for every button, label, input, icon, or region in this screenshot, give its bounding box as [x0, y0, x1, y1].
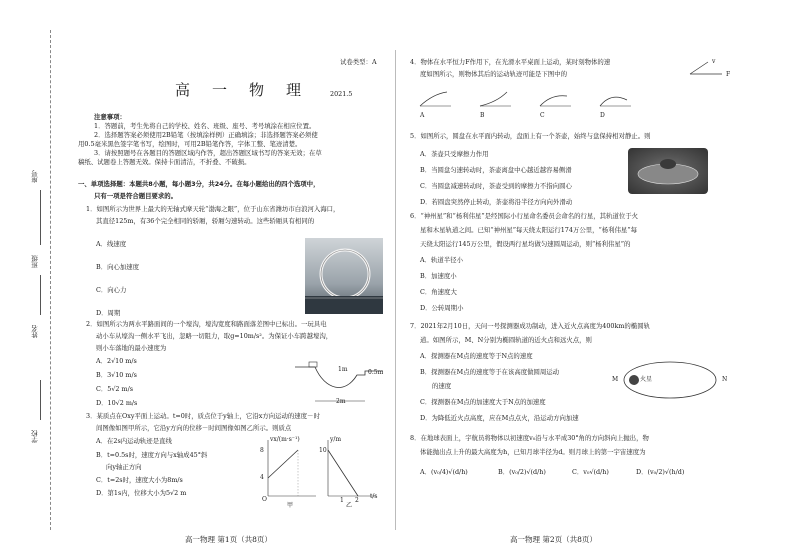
q5-option-a: A．茶壶只受摩擦力作用: [420, 150, 489, 158]
q2-option-d: D．10√2 m/s: [96, 399, 138, 407]
q1-option-b: B．向心加速度: [96, 263, 140, 271]
q8-option-b: B．(v₀/2)√(d/h): [498, 468, 546, 476]
orbit-label-mars: 火星: [640, 376, 653, 383]
note-line: 2．选择题答案必须使用2B铅笔（按填涂样例）正确填涂；非选择题答案必须使: [94, 131, 318, 139]
section-heading-2: 只有一项是符合题目要求的。: [94, 192, 178, 200]
q7-text: 道。如图所示，M、N分别为椭圆轨道的近火点和远火点，则: [420, 336, 592, 344]
q7-option-a: A．探测器在M点的速度等于N点的速度: [420, 352, 533, 360]
orbit-label-n: N: [722, 376, 728, 383]
footer-page-1: 高一物理 第1页（共8页）: [185, 535, 272, 544]
graph-yi-tick-10: 10: [319, 447, 327, 454]
q6-option-a: A．轨道半径小: [420, 256, 463, 264]
orbit-label-m: M: [612, 376, 619, 383]
graph-jia-origin: O: [262, 496, 267, 503]
q3-option-d: D．第1s内，位移大小为5√2 m: [96, 489, 187, 497]
graph-yi-xlabel: t/s: [370, 493, 378, 500]
q4-option-b: B: [480, 112, 485, 119]
q7-option-b: B．探测器在M点的速度等于在该高度做圆周运动: [420, 368, 560, 376]
page-divider: [395, 50, 396, 530]
q6-option-b: B．加速度小: [420, 272, 457, 280]
graph-jia-tick-4: 4: [260, 474, 264, 481]
school-blank: [40, 380, 42, 420]
q1-text: 1．如图所示为世界上最大的无轴式摩天轮“渤海之眼”，位于山东省潍坊市白浪河入海口，: [86, 205, 340, 213]
graph-jia: [258, 438, 318, 500]
q6-option-d: D．公转周期小: [420, 304, 464, 312]
q3-option-b-cont: 向y轴正方向: [106, 463, 142, 471]
elliptical-orbit: [620, 358, 720, 402]
ditch-label-2m: 2m: [336, 398, 346, 405]
q1-option-d: D．周期: [96, 309, 121, 317]
graph-yi-tick-2: 2: [355, 497, 359, 504]
ditch-label-1m: 1m: [338, 366, 348, 373]
q1-option-a: A．线速度: [96, 240, 127, 248]
exam-date: 2021.5: [330, 90, 353, 98]
q8-option-c: C．v₀√(d/h): [572, 468, 609, 476]
graph-yi: [318, 438, 378, 500]
q4-text: 4．物体在水平恒力F作用下，在光滑水平桌面上运动，某时刻物体的速: [410, 58, 611, 66]
page-title: 高一物理: [175, 81, 324, 99]
note-line: 1．答题前，考生先将自己的学校、姓名、班级、座号、考号填涂在相应位置。: [94, 122, 316, 130]
q6-option-c: C．角速度大: [420, 288, 457, 296]
q4-option-a: A: [420, 112, 425, 119]
graph-yi-tick-1: 1: [340, 497, 344, 504]
q2-option-b: B．3√10 m/s: [96, 371, 137, 379]
q6-text: 天绕太阳运行145万公里，假设两行星均做匀速圆周运动，则“杨利伟星”的: [420, 240, 631, 248]
graph-yi-caption: 乙: [346, 502, 353, 509]
graph-jia-caption: 甲: [287, 502, 294, 509]
name-blank: [40, 275, 41, 315]
label-seat: 座号: [31, 170, 39, 183]
q6-text: 星和木星轨道之间。已知“神州星”每天绕太阳运行174万公里，“杨利伟星”每: [420, 226, 637, 234]
label-school: 学校: [31, 430, 39, 443]
ditch-label-05m: 0.5m: [368, 369, 384, 376]
graph-jia-ylabel: vx/(m·s⁻¹): [270, 436, 300, 443]
q8-option-d: D．(v₀/2)√(h/d): [636, 468, 685, 476]
q2-option-a: A．2√10 m/s: [96, 357, 137, 365]
footer-page-2: 高一物理 第2页（共8页）: [510, 535, 597, 544]
q4-trajectory-options: [415, 88, 645, 110]
q4-label-f: F: [726, 71, 731, 78]
q4-option-d: D: [600, 112, 605, 119]
q3-option-b: B．t=0.5s时，速度方向与x轴成45°斜: [96, 451, 208, 459]
q3-text: 3．某质点在Oxy平面上运动。t=0时，质点位于y轴上，它沿x方向运动的速度－时: [86, 412, 320, 420]
q8-text: 体能抛出点上升的最大高度为h，已知月球半径为d。则月球上的第一宇宙速度为: [420, 448, 646, 456]
note-line: 稿纸、试题卷上答题无效。保持卡面清洁，不折叠、不破损。: [78, 158, 251, 166]
q5-option-b: B．当圆盘匀速转动时，茶壶离盘中心越近越容易侧滑: [420, 166, 572, 174]
q3-text: 间图像如图甲所示，它沿y方向的位移－时间图像如图乙所示。则质点: [96, 424, 292, 432]
q8-text: 8．在地球表面上，宇航员将物体以初速度v₀沿与水平成30°角的方向斜向上抛出，物: [410, 434, 649, 442]
q2-text: 2．如图所示为两水平路面间的一个壕沟，壕沟宽度和路面落差图中已标出。一玩具电: [86, 320, 327, 328]
q6-text: 6．“神州星”和“杨利伟星”是经国际小行星命名委员会命名的行星，其轨道位于火: [410, 212, 639, 220]
ferris-wheel-photo: [305, 238, 383, 314]
q1-option-c: C．向心力: [96, 286, 127, 294]
q2-text: 动小车从壕沟一侧水平飞出，忽略一切阻力，取g=10m/s²。为保证小车跨越壕沟，: [96, 332, 333, 340]
exam-type: 试卷类型：A: [340, 58, 377, 66]
q7-option-c: C．探测器在M点的加速度大于N点的加速度: [420, 398, 546, 406]
q1-text: 其直径125m，有36个完全相同的轿厢，轿厢匀速转动。这些轿厢具有相同的: [96, 217, 315, 225]
q8-option-a: A．(v₀/4)√(d/h): [420, 468, 468, 476]
q4-text: 度如图所示，则物体其后的运动轨迹可能是下图中的: [420, 70, 567, 78]
graph-yi-ylabel: y/m: [330, 436, 342, 443]
q7-text: 7．2021年2月10日，天问一号探测器成功制动，进入近火点高度为400km的椭圆轨: [410, 322, 650, 330]
q5-option-c: C．当圆盘减速转动时，茶壶受到的摩擦力不指向圆心: [420, 182, 572, 190]
q7-option-b-cont: 的速度: [432, 382, 452, 390]
note-line: 用0.5毫米黑色签字笔书写，绘图时，可用2B铅笔作答，字体工整、笔迹清楚。: [78, 140, 302, 148]
q2-text: 则小车落地的最小速度为: [96, 344, 167, 352]
label-name: 姓名: [31, 325, 39, 338]
q2-option-c: C．5√2 m/s: [96, 385, 134, 393]
teapot-on-disc: [628, 148, 708, 194]
q4-label-v: v: [712, 58, 716, 65]
note-line: 3．请按照题号在各题目的答题区域内作答，超出答题区域书写的答案无效；在草: [94, 149, 322, 157]
section-heading: 一、单项选择题：本题共8小题，每小题3分，共24分。在每小题给出的四个选项中，: [78, 180, 320, 188]
q3-option-c: C．t=2s时，速度大小为8m/s: [96, 476, 183, 484]
ferris-wheel-drawing: [305, 238, 383, 314]
q7-option-d: D．为降低近火点高度，应在M点点火，沿运动方向加速: [420, 414, 579, 422]
graph-jia-tick-8: 8: [260, 447, 264, 454]
binding-line: [50, 30, 51, 530]
notes-heading: 注意事项：: [94, 113, 126, 121]
q4-velocity-diagram: [688, 58, 731, 78]
q4-option-c: C: [540, 112, 545, 119]
class-blank: [40, 190, 41, 245]
rotating-table-photo: [628, 148, 708, 194]
q5-text: 5．如图所示，圆盘在水平面内转动，盘面上有一个茶壶，始终与盘保持相对静止。则: [410, 132, 651, 140]
q3-option-a: A．在2s内运动轨迹是直线: [96, 437, 172, 445]
q5-option-d: D．若圆盘突然停止转动，茶壶将沿半径方向向外滑动: [420, 198, 573, 206]
label-class: 班级: [31, 255, 39, 268]
